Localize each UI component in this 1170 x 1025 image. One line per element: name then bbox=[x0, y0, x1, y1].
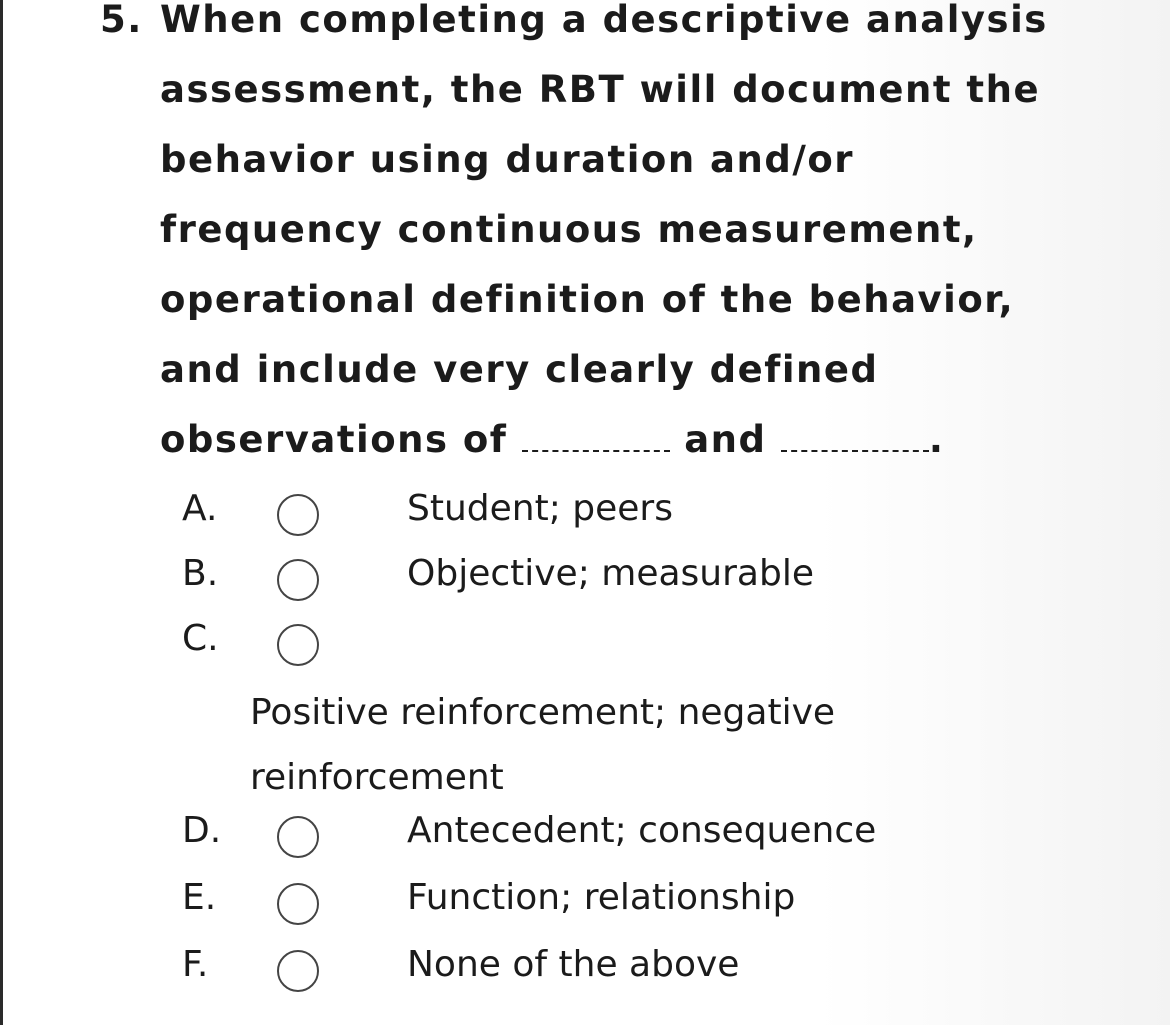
option-a-letter: A. bbox=[182, 488, 218, 529]
option-c-text[interactable]: Positive reinforcement; negative reinforcement bbox=[250, 692, 836, 798]
question-line-7-middle: and bbox=[684, 418, 767, 461]
option-c-letter: C. bbox=[182, 618, 219, 659]
page-left-border bbox=[0, 0, 3, 1025]
question-line-7-start: observations of bbox=[160, 418, 508, 461]
question-line-4: frequency continuous measurement, bbox=[160, 208, 978, 251]
option-b-text[interactable]: Objective; measurable bbox=[407, 553, 814, 594]
question-number: 5. bbox=[100, 0, 143, 41]
option-a-text[interactable]: Student; peers bbox=[407, 488, 673, 529]
option-f-text[interactable]: None of the above bbox=[407, 944, 740, 985]
question-line-7-end: . bbox=[928, 418, 945, 461]
option-e-radio[interactable] bbox=[277, 883, 319, 925]
option-c-radio[interactable] bbox=[277, 624, 319, 666]
option-a-radio[interactable] bbox=[277, 494, 319, 536]
option-b-radio[interactable] bbox=[277, 559, 319, 601]
option-f-radio[interactable] bbox=[277, 950, 319, 992]
option-e-text[interactable]: Function; relationship bbox=[407, 877, 796, 918]
question-line-3: behavior using duration and/or bbox=[160, 138, 855, 181]
option-f-letter: F. bbox=[182, 944, 209, 985]
question-line-7 bbox=[160, 406, 944, 474]
blank-2 bbox=[781, 422, 929, 452]
option-e-letter: E. bbox=[182, 877, 217, 918]
option-d-letter: D. bbox=[182, 810, 222, 851]
question-line-1: When completing a descriptive analysis bbox=[160, 0, 1048, 41]
question-line-6: and include very clearly defined bbox=[160, 348, 879, 391]
option-d-text[interactable]: Antecedent; consequence bbox=[407, 810, 877, 851]
blank-1 bbox=[522, 422, 670, 452]
question-line-2: assessment, the RBT will document the bbox=[160, 68, 1041, 111]
option-d-radio[interactable] bbox=[277, 816, 319, 858]
question-line-5: operational definition of the behavior, bbox=[160, 278, 1015, 321]
option-b-letter: B. bbox=[182, 553, 219, 594]
